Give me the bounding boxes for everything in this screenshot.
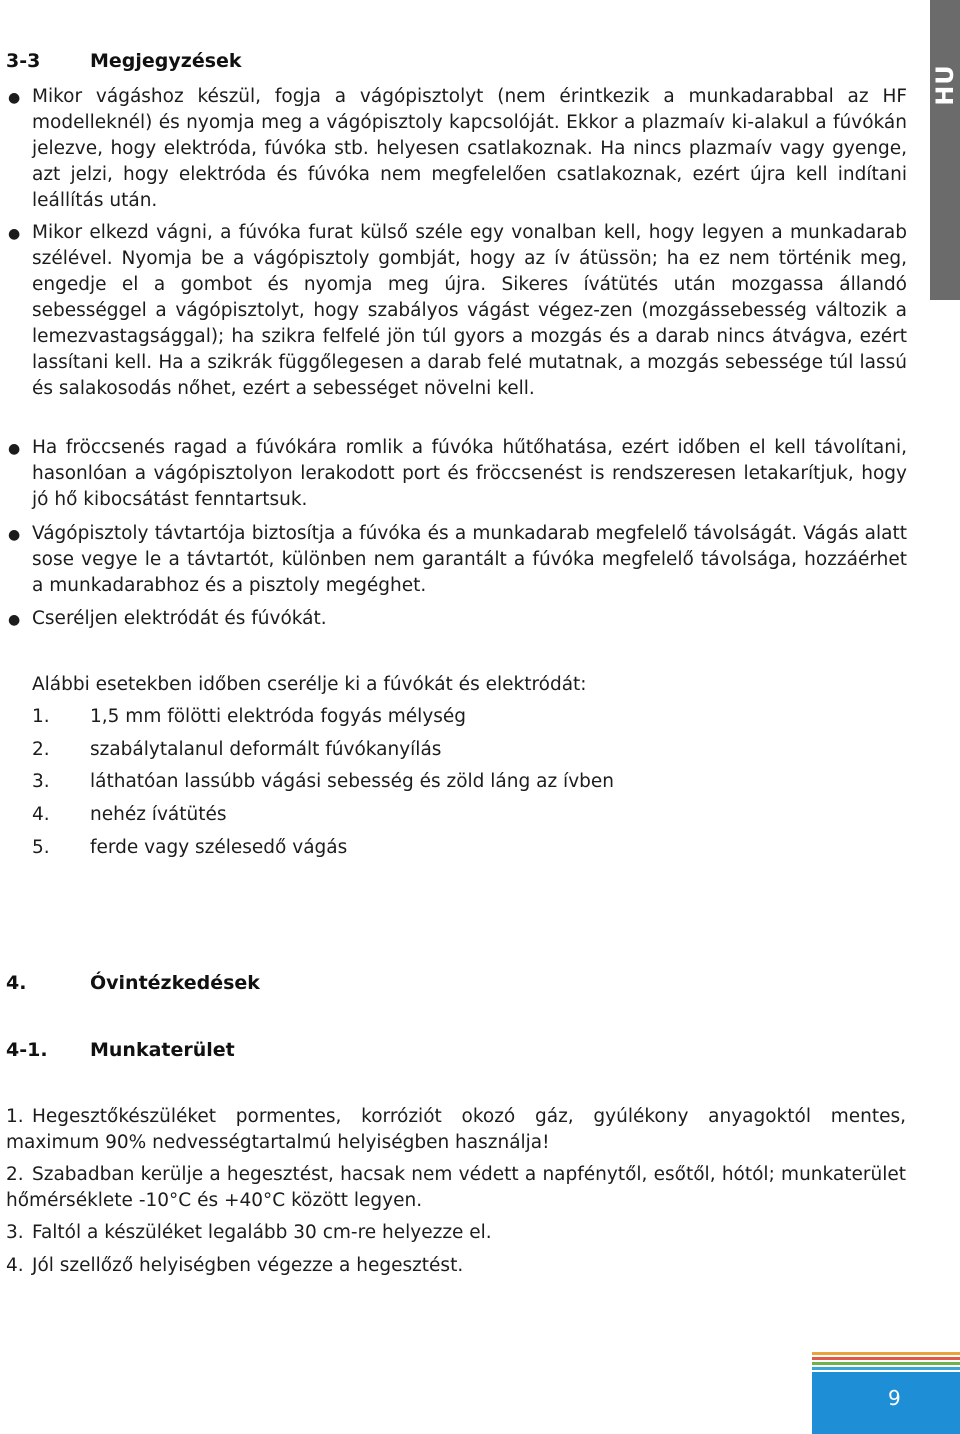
bullet-icon: ● — [8, 527, 21, 543]
list-item: 4. Jól szellőző helyiségben végezze a hegesztést. — [6, 1255, 464, 1276]
bullet-icon: ● — [8, 226, 21, 242]
section-title: Megjegyzések — [90, 50, 242, 72]
page-number-box — [812, 1372, 960, 1434]
note-paragraph: Ha fröccsenés ragad a fúvókára romlik a fúvóka hűtőhatása, ezért időben el kell távolítani, hasonlóan a vágópisztolyon lerakodott port és fröccsenést is rendszeresen letakarítjuk, hogy jó hő kibocsátást fenntartsuk. — [32, 437, 907, 510]
bullet-icon: ● — [8, 612, 21, 628]
bullet-icon: ● — [8, 90, 21, 106]
section-heading-4 — [6, 972, 260, 994]
list-item: 4. nehéz ívátütés — [32, 804, 227, 825]
section-number: 3-3 — [6, 50, 41, 72]
list-item: 2. Szabadban kerülje a hegesztést, hacsak nem védett a napfénytől, esőtől, hótól; munkaterület hőmérséklete -10°C és +40°C között legyen. — [6, 1164, 906, 1211]
list-item: 3. Faltól a készüléket legalább 30 cm-re helyezze el. — [6, 1222, 492, 1243]
note-paragraph: Vágópisztoly távtartója biztosítja a fúvóka és a munkadarab megfelelő távolságát. Vágás alatt sose vegye le a távtartót, különben nem garantált a fúvóka megfelelő távolsága, hozzáérhet a munkadarabhoz és a pisztoly megéghet. — [32, 523, 907, 596]
section-number: 4-1. — [6, 1039, 48, 1061]
bullet-icon: ● — [8, 441, 21, 457]
section-title: Óvintézkedések — [90, 972, 260, 994]
list-item: 1. 1,5 mm fölötti elektróda fogyás mélység — [32, 706, 467, 727]
section-title: Munkaterület — [90, 1039, 235, 1061]
replacement-intro: Alábbi esetekben időben cserélje ki a fúvókát és elektródát: — [32, 674, 587, 695]
list-item: 2. szabálytalanul deformált fúvókanyílás — [32, 739, 442, 760]
section-heading-4-1 — [6, 1039, 235, 1061]
list-item: 1. Hegesztőkészüléket pormentes, korróziót okozó gáz, gyúlékony anyagoktól mentes, maximum 90% nedvességtartalmú helyiségben használja! — [6, 1106, 906, 1153]
page-number: 9 — [888, 1386, 901, 1410]
section-number: 4. — [6, 972, 27, 994]
list-item: 5. ferde vagy szélesedő vágás — [32, 837, 348, 858]
section-heading-3-3 — [6, 50, 242, 72]
note-paragraph: Cseréljen elektródát és fúvókát. — [32, 608, 327, 629]
note-paragraph: Mikor vágáshoz készül, fogja a vágópisztolyt (nem érintkezik a munkadarabbal az HF modelleknél) és nyomja meg a vágópisztoly kapcsolóját. Ekkor a plazmaív ki-alakul a fúvókán jelezve, hogy elektróda, fúvóka stb. helyesen csatlakoznak. Ha nincs plazmaív vagy gyenge, azt jelzi, hogy elektróda és fúvóka nem megfelelően csatlakoznak, ezért újra kell indítani leállítás után. — [32, 86, 907, 211]
language-tab-label: HU — [931, 64, 959, 106]
color-stripes — [812, 1352, 960, 1372]
language-tab — [930, 0, 960, 300]
note-paragraph: Mikor elkezd vágni, a fúvóka furat külső széle egy vonalban kell, hogy legyen a munkadarab szélével. Nyomja be a vágópisztoly gombját, hogy az ív átüssön; ha ez nem történik meg, engedje el a gombot és nyomja meg újra. Sikeres ívátütés után mozgassa állandó sebességgel a vágópisztolyt, hogy szabályos vágást végez-zen (mozgássebesség változik a lemezvastagsággal); ha szikra felfelé jön túl gyors a mozgás és a darab nincs átvágva, ezért lassítani kell. Ha a szikrák függőlegesen a darab felé mutatnak, a mozgás sebessége túl lassú és salakosodás nőhet, ezért a sebességet növelni kell. — [32, 222, 907, 399]
list-item: 3. láthatóan lassúbb vágási sebesség és zöld láng az ívben — [32, 771, 614, 792]
